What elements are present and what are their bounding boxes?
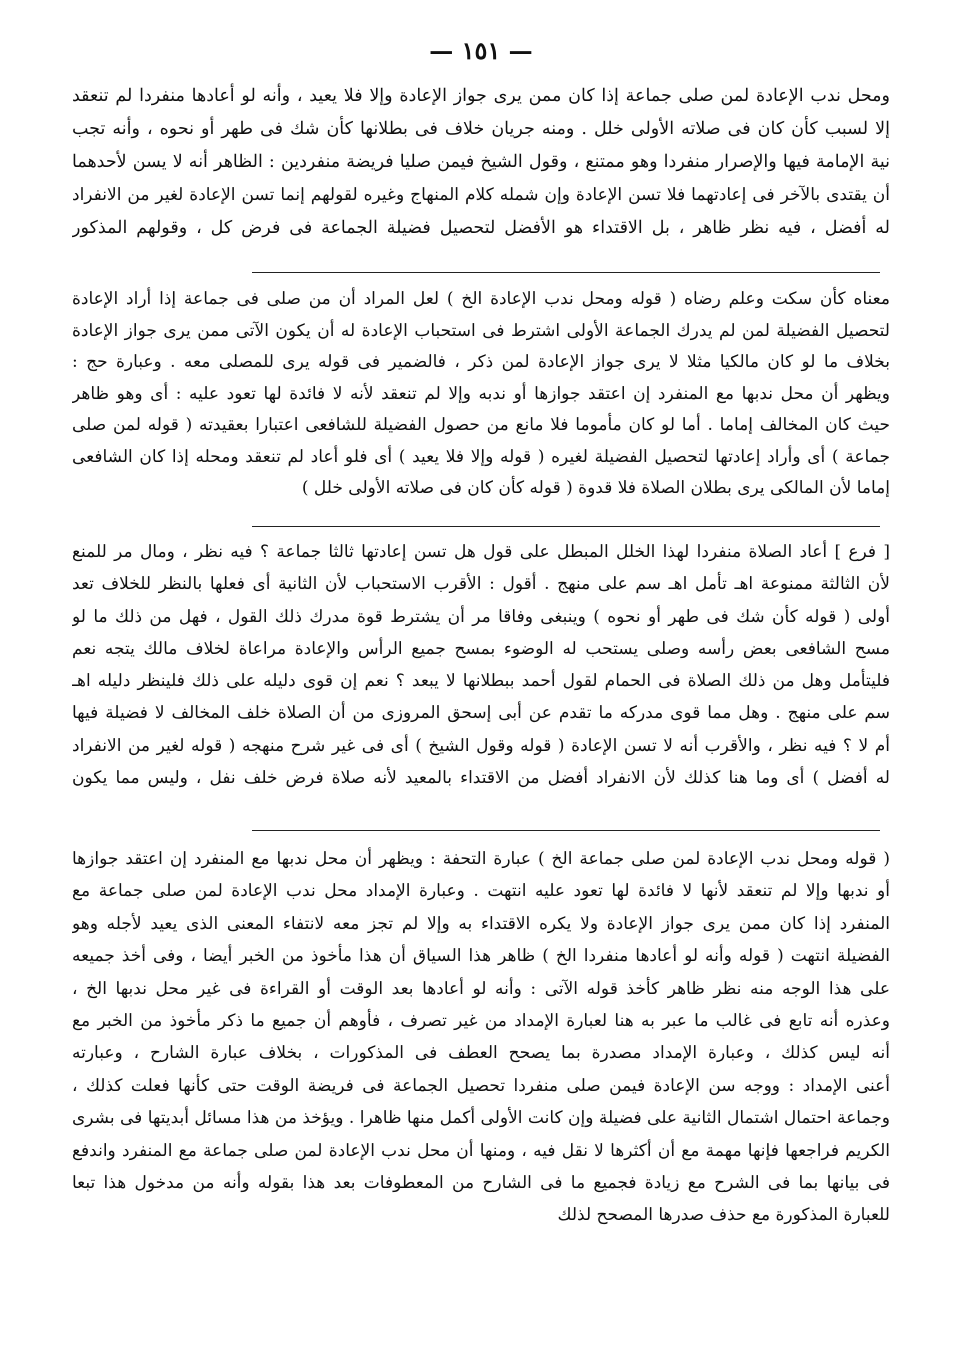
- main-text-line: نية الإمامة فيها والإصرار منفردا وهو ممتنع ، وقول الشيخ فيمن صليا فريضة منفردين : الظاهر أنه لا يسن لأحدهما: [72, 152, 890, 172]
- footnote-line: للعبارة المذكورة مع حذف صدرها المصحح لذلك: [557, 1205, 890, 1226]
- main-text-line: له أفضل ، فيه نظر ظاهر ، بل الاقتداء هو الأفضل لتحصيل فضيلة الجماعة فى فرض كل ، وقولهم المذكور: [72, 218, 890, 238]
- footnote-line: معناه كأن سكت وعلم رضاه ( قوله ومحل ندب الإعادة الخ ) لعل المراد أن من صلى فى جماعة إذا أراد الإعادة: [72, 289, 890, 309]
- footnote-line: وجماعة احتمال اشتمال الثانية على فضيلة وإن كانت الأولى أكمل منها ظاهرا . ويؤخذ من هذا مسائل أبديتها فى بشرى: [72, 1108, 890, 1129]
- divider: [252, 830, 880, 831]
- footnote-line: أم لا ؟ فيه نظر ، والأقرب أنه لا تسن الإعادة ( قوله وقول الشيخ ) أى فى غير شرح منهجه ( قوله لغير من الانفراد: [72, 735, 890, 756]
- footnote-block-1: [72, 284, 890, 505]
- footnote-line: [ فرع ] أعاد الصلاة منفردا لهذا الخلل المبطل على قول هل تسن إعادتها ثالثا جماعة ؟ فيه نظر ، ومال مر للمنع: [72, 542, 890, 562]
- footnote-line: ( قوله ومحل ندب الإعادة لمن صلى جماعة الخ ) عبارة التحفة : ويظهر أن محل ندبها مع المنفرد إن اعتقد جوازها: [72, 849, 890, 869]
- footnote-block-3: [72, 843, 890, 1232]
- footnote-line: أو ندبها وإلا لم تنعقد لأنها لا فائدة لها تعود عليه انتهت . وعبارة الإمداد محل ندب الإعادة لمن صلى جماعة مع: [72, 881, 890, 902]
- footnote-line: سم على منهج . وهل مما قوى مدركه ما تقدم عن أبى إسحق المروزى من أن الصلاة خلف المخالف لا فضيلة فيها: [72, 703, 890, 724]
- divider: [252, 526, 880, 527]
- footnote-line: وعذره أنه تابع فى غالب ما عبر به هنا لعبارة الإمداد من غير تصرف ، فأوهم أن جميع ما ذكر مأخوذ من الخبر مع: [72, 1010, 890, 1031]
- footnote-line: فليتأمل وهل من ذلك الصلاة فى الحمام لقول أحمد ببطلانها لا يبعد ؟ نعم إن قوى دليله على ذلك فلينظر دليله اهـ: [72, 671, 890, 692]
- footnote-line: أولى ( قوله كأن شك فى طهر أو نحوه ) وينبغى وفاقا مر أن يشترط قوة مدرك ذلك القول ، فهل من ذلك ما لو: [72, 606, 890, 627]
- footnote-line: أنه ليس كذلك ، وعبارة الإمداد مصدرة بما يصحح العطف فى المذكورات ، بخلاف عبارة الشارح ، وعبارته: [72, 1043, 890, 1064]
- main-text: [72, 80, 890, 245]
- footnote-line: بخلاف ما لو كان مالكيا مثلا لا يرى جواز الإعادة لمن ذكر ، فالضمير فى قوله يرى للمصلى معه . وعبارة حج :: [72, 352, 890, 372]
- footnote-line: لأن الثالثة ممنوعة اهـ تأمل اهـ سم على منهج . أقول : الأقرب الاستحباب لأن الثانية أى فعلها بالنظر للخلاف تعد: [72, 574, 890, 595]
- footnote-line: حيث كان المخالف إماما . أما لو كان مأموما فلا مانع من حصول الفضيلة للشافعى اعتبارا بعقيدته ( قوله لمن صلى: [72, 415, 890, 435]
- main-text-line: إلا لسبب كأن كان فى صلاته الأولى خلل . ومنه جريان خلاف فى بطلانها كأن شك فى طهر أو نحوه ، وأنه تجب: [72, 119, 890, 139]
- footnote-line: الفضيلة انتهت ( قوله وأنه لو أعادها منفردا الخ ) ظاهر هذا السياق أن هذا مأخوذ من الخبر أيضا ، وفى أخذ جميعه: [72, 946, 890, 967]
- footnote-line: إماما لأن المالكى يرى بطلان الصلاة فلا قدوة ( قوله كأن كان فى صلاته الأولى خلل ): [301, 478, 890, 498]
- footnote-line: ويظهر أن محل ندبها مع المنفرد إن اعتقد جوازها أو ندبه وإلا لم تنعقد لأنه لا فائدة لها تعود عليه : أى وهو ظاهر: [72, 383, 890, 404]
- footnote-line: فى بيانها بما فى الشرح مع زيادة فجميع ما فى الشارح من المعطوفات بعد هذا بقوله وأنه من مدخول هذا تبعا: [72, 1172, 890, 1193]
- page-number: — ١٥١ —: [429, 36, 533, 65]
- footnote-line: على هذا الوجه منه نظر ظاهر كأخذ قوله الآتى : وأنه لو أعادها بعد الوقت أو القراءة فى غير محل ندبها الخ ،: [72, 978, 890, 999]
- footnote-line: أعنى الإمداد : ووجه سن الإعادة فيمن صلى منفردا تحصيل الجماعة فى فريضة الوقت حتى كأنها فعلت كذلك ،: [72, 1075, 890, 1096]
- footnote-line: لتحصيل الفضيلة لمن لم يدرك الجماعة الأولى اشترط فى استحباب الإعادة له أن يكون الآتى ممن يرى جواز الإعادة: [72, 320, 890, 341]
- footnote-line: المنفرد إذا كان ممن يرى جواز الإعادة ولا يكره الاقتداء به وإلا لم تجز معه لانتفاء المعنى الذى يعيد لأجله وهو: [72, 913, 890, 934]
- footnote-line: الكريم فراجعها فإنها مهمة مع أن أكثرها لا نقل فيه ، ومنها أن محل ندب الإعادة لمن صلى جماعة مع المنفرد واندفع: [72, 1140, 890, 1161]
- main-text-line: ومحل ندب الإعادة لمن صلى جماعة إذا كان ممن يرى جواز الإعادة وإلا فلا يعيد ، وأنه لو أعادها منفردا لم تنعقد: [72, 86, 890, 106]
- main-text-line: أن يقتدى بالآخر فى إعادتهما فلا تسن الإعادة وإن شمله كلام المنهاج وغيره لقولهم إنما تسن الإعادة لغير من الانفراد: [72, 185, 890, 205]
- footnote-block-2: [72, 536, 890, 794]
- divider: [252, 272, 880, 273]
- footnote-line: له أفضل ) أى وما هنا كذلك لأن الانفراد أفضل من الاقتداء بالمعيد لأنه صلاة فرض خلف نفل ، وليس مما يكون: [72, 768, 890, 789]
- footnote-line: مسح الشافعى بعض رأسه وصلى يستحب له الوضوء بمسح جميع الرأس والإعادة مراعاة لخلاف مالك يتجه نعم: [72, 638, 890, 659]
- footnote-line: جماعة ) أى وأراد إعادتها لتحصيل الفضيلة لغيره ( قوله وإلا فلا يعيد ) أى فلو أعاد لم تنعقد ومحله إذا كان الشافعى: [72, 446, 890, 467]
